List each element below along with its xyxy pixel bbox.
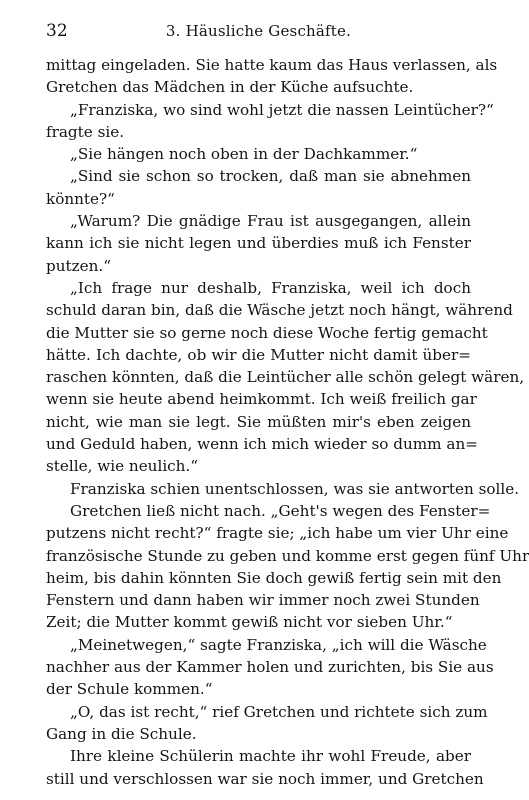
running-title: 3. Häusliche Geschäfte. — [165, 22, 352, 40]
text-line: Zeit; die Mutter kommt gewiß nicht vor sieben Uhr.“ — [46, 613, 453, 632]
text-line: wenn sie heute abend heimkommt. Ich weiß freilich gar — [46, 390, 477, 409]
text-line: Franziska schien unentschlossen, was sie antworten solle. — [70, 479, 520, 498]
text-line: Gretchen ließ nicht nach. „Geht's wegen des Fenster= — [70, 501, 491, 520]
text-line: kann ich sie nicht legen und überdies muß ich Fenster — [46, 234, 471, 253]
body-text — [46, 54, 529, 790]
text-line: „Franziska, wo sind wohl jetzt die nassen Leintücher?“ — [70, 100, 494, 119]
text-line: „O, das ist recht,“ rief Gretchen und richtete sich zum — [70, 702, 488, 721]
text-line: putzen.“ — [46, 256, 111, 275]
text-line: die Mutter sie so gerne noch diese Woche fertig gemacht — [46, 323, 488, 342]
text-line: könnte?“ — [46, 189, 115, 208]
text-line: der Schule kommen.“ — [46, 680, 213, 699]
text-line: französische Stunde zu geben und komme erst gegen fünf Uhr — [46, 546, 529, 565]
text-line: Ihre kleine Schülerin machte ihr wohl Freude, aber — [70, 747, 471, 766]
text-line: mittag eingeladen. Sie hatte kaum das Haus verlassen, als — [46, 56, 498, 74]
text-line: Gang in die Schule. — [46, 724, 197, 743]
text-line: schuld daran bin, daß die Wäsche jetzt noch hängt, während — [46, 301, 513, 320]
text-line: heim, bis dahin könnten Sie doch gewiß fertig sein mit den — [46, 568, 502, 587]
text-line: nicht, wie man sie legt. Sie müßten mir's eben zeigen — [46, 412, 471, 431]
text-line: „Sie hängen noch oben in der Dachkammer.“ — [70, 145, 418, 164]
text-line: raschen könnten, daß die Leintücher alle schön gelegt wären, — [46, 368, 525, 387]
text-line: putzens nicht recht?“ fragte sie; „ich habe um vier Uhr eine — [46, 524, 509, 543]
text-line: „Ich frage nur deshalb, Franziska, weil ich doch — [70, 278, 471, 297]
text-line: Fenstern und dann haben wir immer noch zwei Stunden — [46, 591, 480, 610]
text-line: „Warum? Die gnädige Frau ist ausgegangen, allein — [70, 212, 471, 231]
text-line: stelle, wie neulich.“ — [46, 457, 199, 476]
text-line: Gretchen das Mädchen in der Küche aufsuchte. — [46, 78, 414, 97]
text-line: fragte sie. — [46, 122, 125, 141]
text-line: „Meinetwegen,“ sagte Franziska, „ich will die Wäsche — [70, 635, 487, 654]
text-line: hätte. Ich dachte, ob wir die Mutter nicht damit über= — [46, 345, 471, 364]
text-line: „Sind sie schon so trocken, daß man sie abnehmen — [70, 167, 471, 186]
page-number: 32 — [46, 21, 68, 41]
text-line: nachher aus der Kammer holen und zurichten, bis Sie aus — [46, 658, 494, 677]
text-line: und Geduld haben, wenn ich mich wieder so dumm an= — [46, 435, 478, 454]
text-line: still und verschlossen war sie noch immer, und Gretchen — [46, 769, 484, 788]
page-header — [46, 18, 471, 44]
